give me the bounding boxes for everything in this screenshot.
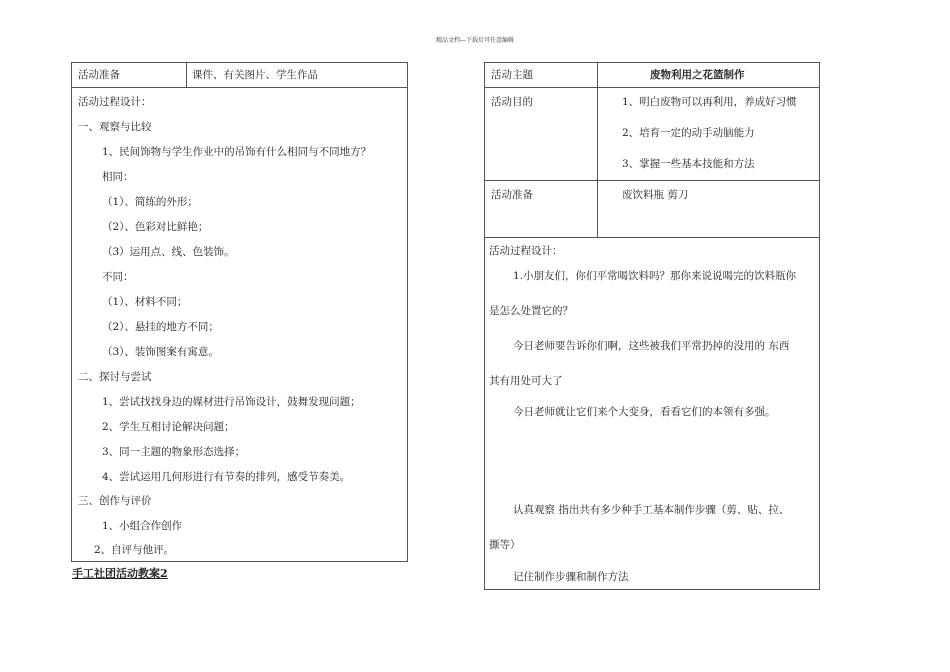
left-line-17: 1、小组合作创作 <box>102 520 183 532</box>
right-line-5: 今日老师就让它们来个大变身，看看它们的本领有多强。 <box>513 406 776 418</box>
left-line-1: 一、观察与比较 <box>78 121 152 133</box>
left-line-10: （3）、装饰图案有寓意。 <box>102 346 219 358</box>
right-goal-0: 1、明白废物可以再利用，养成好习惯 <box>622 96 797 108</box>
left-line-6: （3）运用点、线、色装饰。 <box>102 246 235 258</box>
left-line-2: 1、民间饰物与学生作业中的吊饰有什么相同与不同地方？ <box>102 146 372 158</box>
right-prep-value: 废饮料瓶 剪刀 <box>622 189 689 201</box>
left-line-5: （2）、色彩对比鲜艳； <box>102 221 209 233</box>
left-line-9: （2）、悬挂的地方不同； <box>102 321 219 333</box>
right-goal-1: 2、培育一定的动手动脑能力 <box>622 127 755 139</box>
left-line-18: 2、自评与他评。 <box>94 544 175 556</box>
right-line-7: 撕等） <box>489 539 521 551</box>
left-line-15: 4、尝试运用几何形进行有节奏的排列，感受节奏美。 <box>102 471 351 483</box>
right-line-2: 是怎么处置它的？ <box>489 305 573 317</box>
right-prep-label: 活动准备 <box>491 189 533 201</box>
right-goal-label: 活动目的 <box>491 96 533 108</box>
right-line-0: 活动过程设计： <box>489 245 563 257</box>
lesson-caption: 手工社团活动教案2 <box>72 567 168 580</box>
left-lesson-table <box>71 62 408 562</box>
right-theme-value: 废物利用之花篮制作 <box>650 69 745 81</box>
left-prep-label: 活动准备 <box>78 69 120 81</box>
right-theme-label: 活动主题 <box>491 69 533 81</box>
left-prep-value: 课件、有关图片、学生作品 <box>192 69 318 81</box>
left-line-14: 3、同一主题的物象形态选择； <box>102 446 246 458</box>
right-lesson-table <box>484 62 820 590</box>
left-line-11: 二、探讨与尝试 <box>78 371 152 383</box>
left-prep-row <box>72 63 407 88</box>
right-goal-row <box>485 88 819 181</box>
right-goal-2: 3、掌握一些基本技能和方法 <box>622 158 755 170</box>
left-line-12: 1、尝试找找身边的媒材进行吊饰设计，鼓舞发现问题； <box>102 396 361 408</box>
left-line-3: 相同： <box>102 171 134 183</box>
right-line-3: 今日老师要告诉你们啊，这些被我们平常扔掉的没用的 东西 <box>513 340 790 352</box>
header-note: 精品文档---下载后可任意编辑 <box>435 37 515 44</box>
right-line-1: 1.小朋友们，你们平常喝饮料吗？那你来说说喝完的饮料瓶你 <box>513 270 797 282</box>
right-line-4: 其有用处可大了 <box>489 375 563 387</box>
right-theme-row <box>485 63 819 88</box>
right-prep-row <box>485 181 819 238</box>
left-line-4: （1）、简练的外形； <box>102 196 198 208</box>
left-line-8: （1）、材料不同； <box>102 296 188 308</box>
right-line-8: 记住制作步骤和制作方法 <box>513 571 629 583</box>
right-line-6: 认真观察 指出共有多少种手工基本制作步骤（剪、贴、拉、 <box>513 504 790 516</box>
left-line-7: 不同： <box>102 271 134 283</box>
left-line-16: 三、创作与评价 <box>78 495 152 507</box>
left-line-13: 2、学生互相讨论解决问题； <box>102 421 235 433</box>
left-line-0: 活动过程设计： <box>78 96 152 108</box>
